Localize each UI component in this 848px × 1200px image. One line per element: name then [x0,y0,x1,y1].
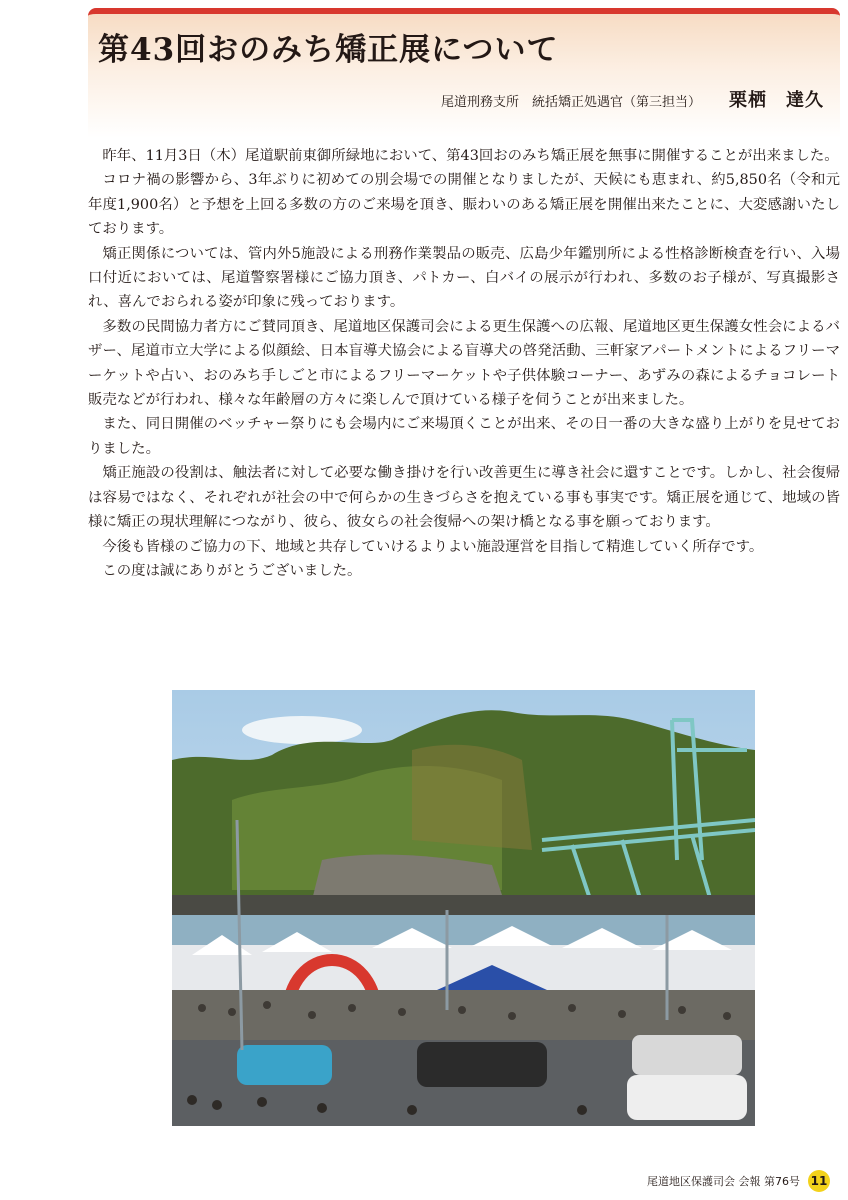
article-title: 第43回おのみち矯正展について [98,32,559,68]
article-body [88,144,840,583]
paragraph: 多数の民間協力者方にご賛同頂き、尾道地区保護司会による更生保護への広報、尾道地区更生保護女性会によるバザー、尾道市立大学による似顔絵、日本盲導犬協会による盲導犬の啓発活動、三軒家アパートメントによるフリーマーケットや占い、おのみち手しごと市によるフリーマーケットや子供体験コーナー、あずみの森によるチョコレート販売などが行われ、様々な年齢層の方々に楽しんで頂けている様子を伺うことが出来ました。 [88,318,840,409]
paragraph: 今後も皆様のご協力の下、地域と共存していけるよりよい施設運営を目指して精進していく所存です。 [102,538,764,555]
paragraph: また、同日開催のベッチャー祭りにも会場内にご来場頂くことが出来、その日一番の大きな盛り上がりを見せておりました。 [88,416,840,457]
page-footer [647,1170,830,1192]
author-affiliation: 尾道刑務支所 統括矯正処遇官（第三担当） [440,95,701,110]
page-number-badge: 11 [808,1170,830,1192]
event-photo [172,690,755,1126]
publication-name: 尾道地区保護司会 会報 第76号 [647,1175,800,1188]
paragraph: 矯正施設の役割は、触法者に対して必要な働き掛けを行い改善更生に導き社会に還すことです。しかし、社会復帰は容易ではなく、それぞれが社会の中で何らかの生きづらさを抱えている事も事実です。矯正展を通じて、地域の皆様に矯正の現状理解につながり、彼ら、彼女らの社会復帰への架け橋となる事を願っております。 [88,465,840,531]
paragraph: この度は誠にありがとうございました。 [102,562,362,579]
paragraph: 矯正関係については、管内外5施設による刑務作業製品の販売、広島少年鑑別所による性格診断検査を行い、入場口付近においては、尾道警察署様にご協力頂き、パトカー、白バイの展示が行われ、多数のお子様が、写真撮影され、喜んでおられる姿が印象に残っております。 [88,245,840,311]
author-line [441,86,824,112]
paragraph: コロナ禍の影響から、3年ぶりに初めての別会場での開催となりましたが、天候にも恵まれ、約5,850名（令和元年度1,900名）と予想を上回る多数の方のご来場を頂き、賑わいのある矯正展を開催出来たことに、大変感謝いたしております。 [88,172,840,238]
author-name: 栗栖 達久 [729,90,824,111]
paragraph: 昨年、11月3日（木）尾道駅前東御所緑地において、第43回おのみち矯正展を無事に開催することが出来ました。 [102,148,839,164]
event-photo-illustration [172,690,755,1126]
